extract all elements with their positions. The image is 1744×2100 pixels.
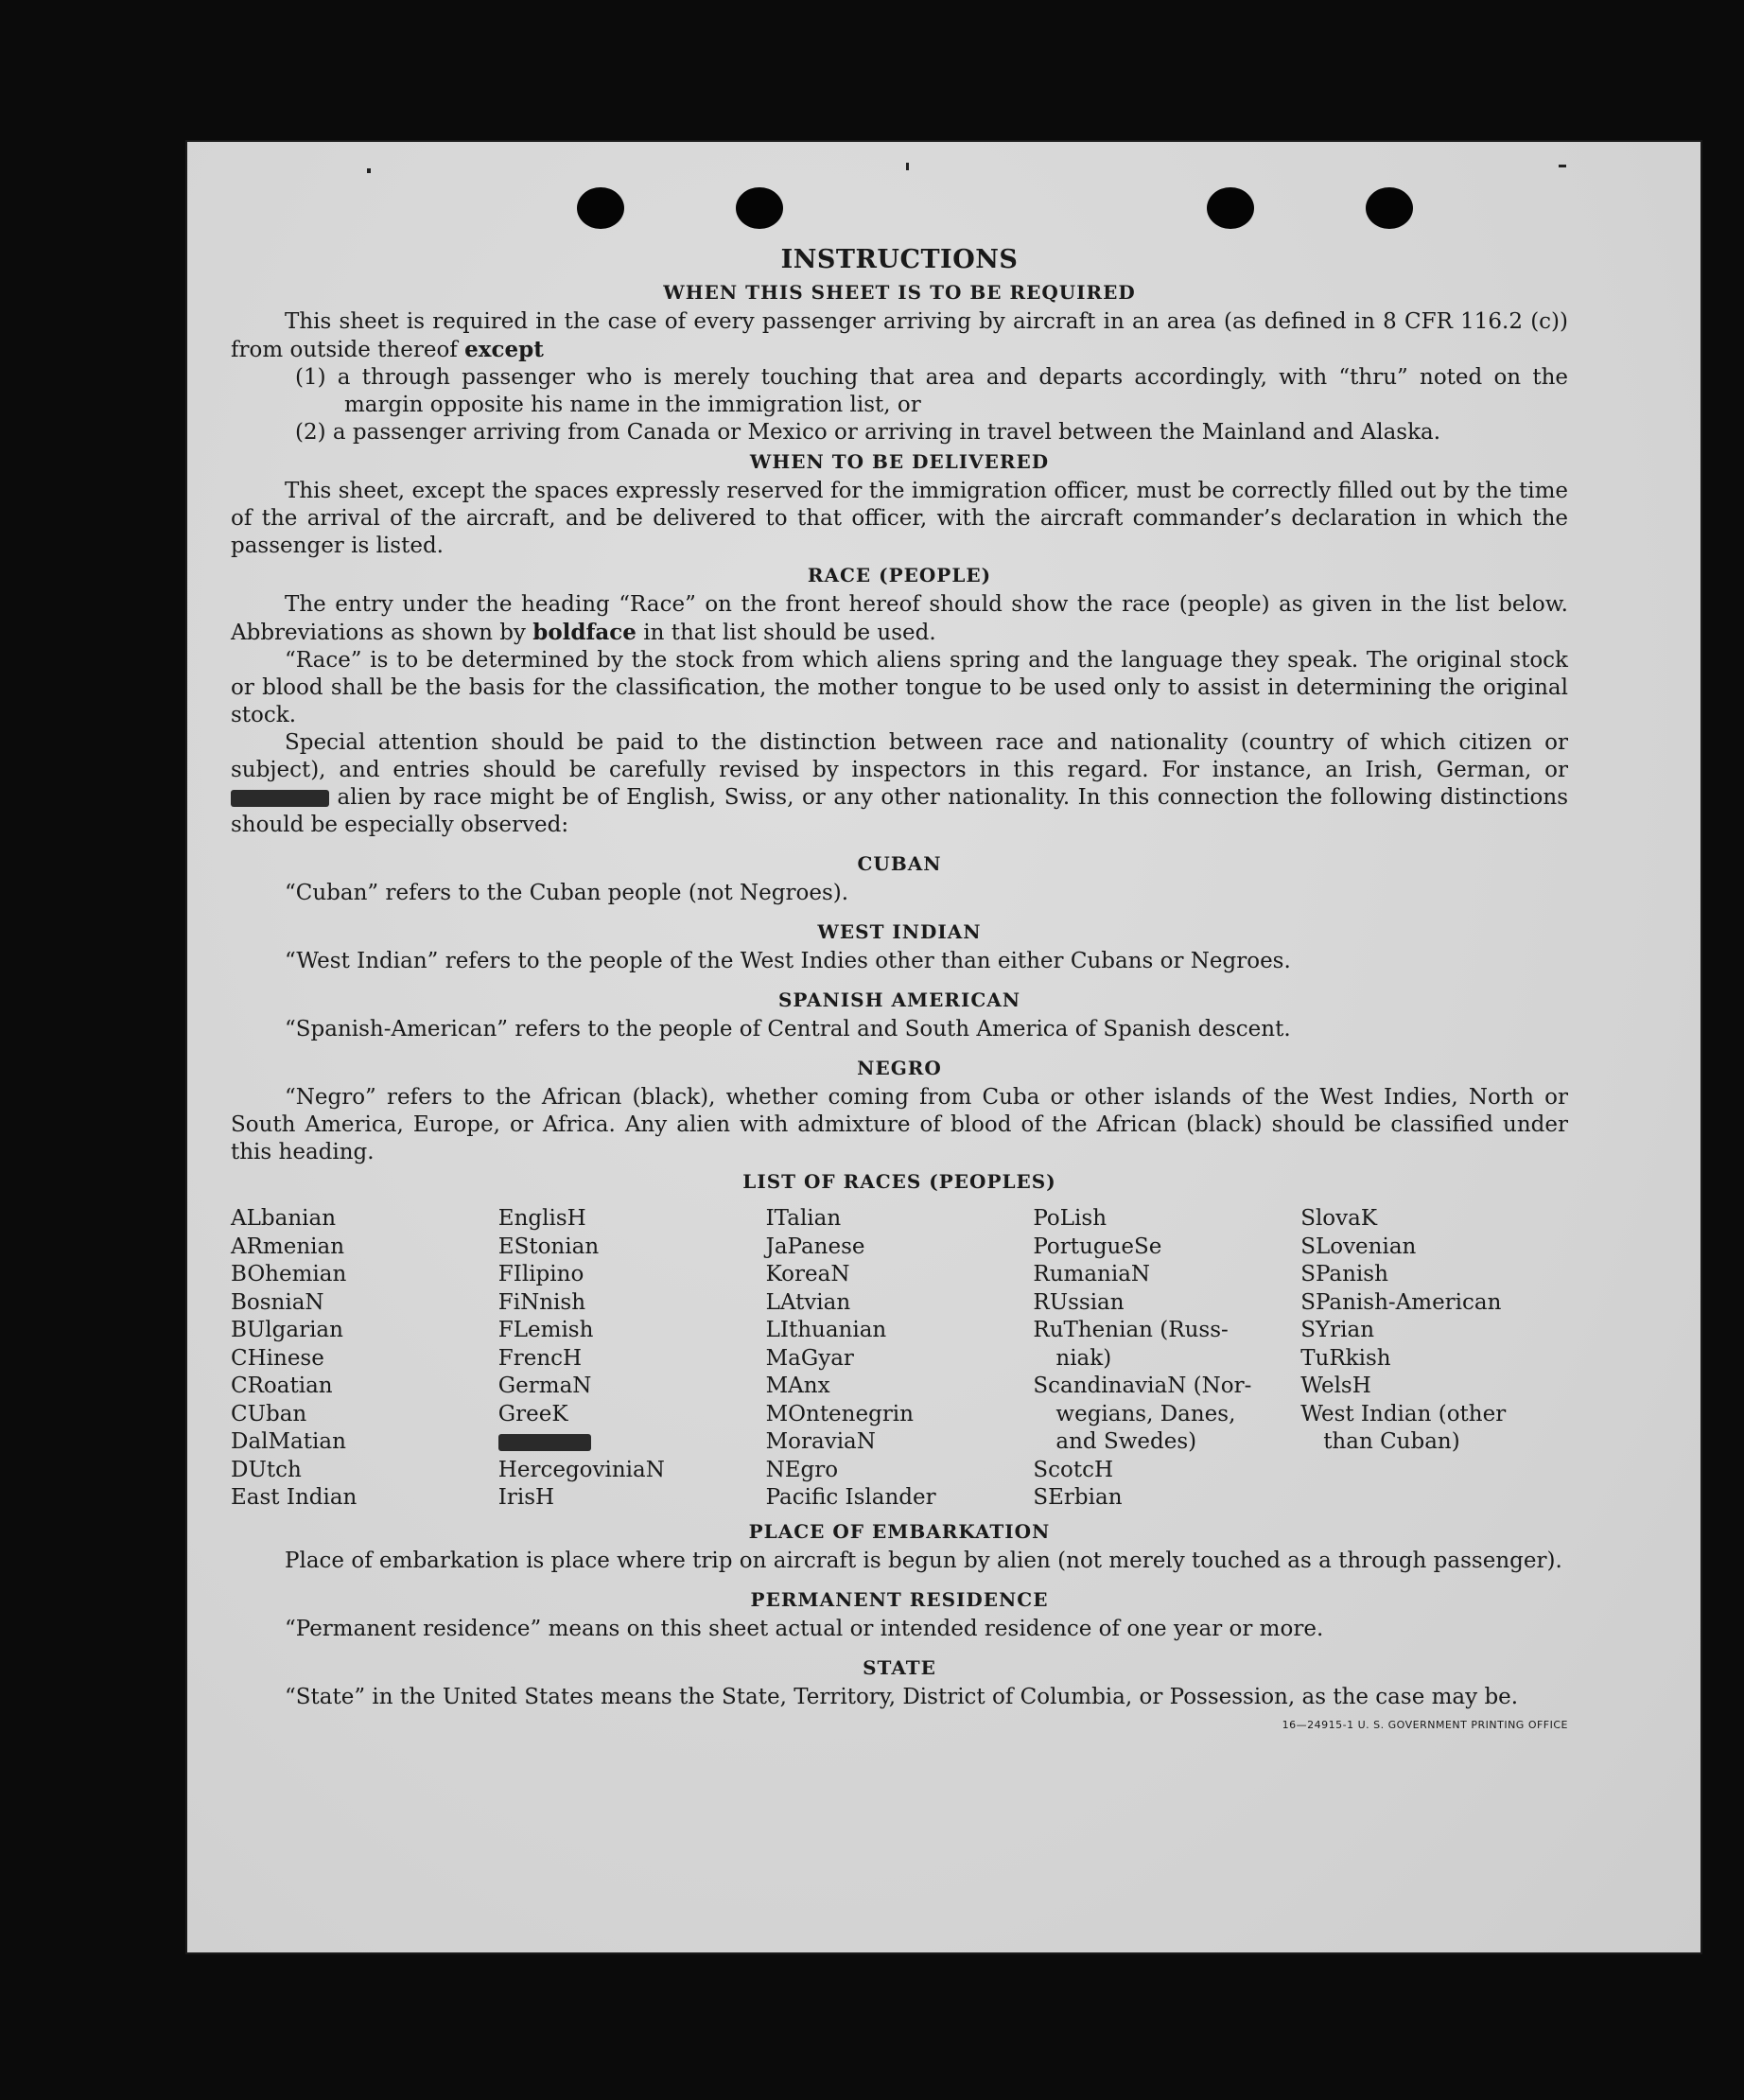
race-entry: HercegoviniaN [497, 1457, 665, 1482]
race-entry: RuThenian (Russ- [1033, 1318, 1229, 1342]
text-race-1c: in that list should be used. [643, 621, 936, 645]
race-entry: FIlipino [497, 1262, 584, 1286]
race-entry: SErbian [1033, 1485, 1123, 1510]
race-entry: CUban [231, 1401, 307, 1426]
list-item-exception-1: (1) a through passenger who is merely touching that area and departs accordingly, with “thru” noted on the margin opposite his name in the immigration list, or [295, 365, 1568, 417]
paragraph-negro: “Negro” refers to the African (black), whether coming from Cuba or other islands of the West Indies, North or South America, Europe, or Africa. Any alien with admixture of blood of the African (black) should be classified under this heading. [231, 1085, 1568, 1164]
race-column-5 [1300, 1205, 1568, 1513]
paragraph-embarkation: Place of embarkation is place where trip on aircraft is begun by alien (not merely touched as a through passenger). [285, 1548, 1562, 1573]
race-entry: SYrian [1300, 1318, 1375, 1342]
document-page [187, 142, 1700, 1952]
punch-hole [736, 187, 783, 229]
race-entry-continuation: and Swedes) [1055, 1429, 1197, 1454]
race-entry: ScandinaviaN (Nor- [1033, 1374, 1252, 1398]
paragraph-west-indian: “West Indian” refers to the people of the West Indies other than either Cubans or Negroes. [285, 949, 1291, 973]
race-entry: MOntenegrin [765, 1401, 914, 1426]
race-entry: LAtvian [765, 1289, 851, 1315]
section-heading-spanish-american: SPANISH AMERICAN [777, 989, 1021, 1011]
race-entry: GreeK [497, 1401, 568, 1426]
redaction-mark [498, 1434, 591, 1451]
paragraph-state: “State” in the United States means the State, Territory, District of Columbia, or Possession, as the case may be. [285, 1684, 1519, 1709]
paragraph-spanish-american: “Spanish-American” refers to the people of Central and South America of Spanish descent. [285, 1017, 1291, 1041]
race-entry: IrisH [497, 1485, 555, 1510]
section-heading-cuban: CUBAN [857, 852, 942, 875]
section-heading-state: STATE [863, 1655, 936, 1679]
race-entry: SLovenian [1300, 1234, 1417, 1259]
race-column-1 [231, 1205, 498, 1513]
race-entry: DUtch [231, 1457, 302, 1482]
race-entry: MAnx [765, 1374, 830, 1398]
section-heading-required: WHEN THIS SHEET IS TO BE REQUIRED [663, 281, 1136, 304]
race-entry: DalMatian [231, 1429, 346, 1454]
race-entry: SPanish [1300, 1262, 1388, 1286]
race-entry-redacted [498, 1428, 766, 1457]
page-title: INSTRUCTIONS [780, 245, 1019, 274]
race-entry-continuation: wegians, Danes, [1055, 1401, 1236, 1426]
race-entry: West Indian (other [1300, 1401, 1507, 1426]
race-entry: Pacific Islander [765, 1485, 936, 1510]
text-boldface: boldface [532, 620, 637, 645]
race-entry: MaGyar [765, 1345, 854, 1371]
section-heading-delivered: WHEN TO BE DELIVERED [749, 450, 1050, 473]
text-except: except [464, 337, 544, 362]
race-entry: ScotcH [1033, 1457, 1114, 1482]
race-entry: FrencH [497, 1345, 583, 1371]
race-column-3 [766, 1205, 1034, 1513]
paragraph-race-2: “Race” is to be determined by the stock from which aliens spring and the language they speak. The original stock or blood shall be the basis for the classification, the mother tongue to be used only to assist in determining the original stock. [231, 648, 1568, 727]
race-entry: EStonian [497, 1234, 600, 1259]
section-heading-negro: NEGRO [857, 1057, 942, 1079]
list-item-exception-2: (2) a passenger arriving from Canada or Mexico or arriving in travel between the Mainland and Alaska. [295, 420, 1441, 445]
race-entry: FLemish [497, 1318, 594, 1342]
race-entry: KoreaN [765, 1262, 850, 1286]
race-entry: LIthuanian [765, 1318, 887, 1342]
race-column-4 [1033, 1205, 1300, 1513]
text-race-3a: Special attention should be paid to the distinction between race and nationality (country of which citizen or subject), and entries should be carefully revised by inspectors in this regard. For instance, an Irish, German, or [231, 730, 1568, 782]
section-heading-west-indian: WEST INDIAN [817, 920, 982, 943]
paragraph-residence: “Permanent residence” means on this sheet actual or intended residence of one year or more. [285, 1616, 1324, 1641]
race-entry: PoLish [1033, 1206, 1107, 1231]
race-entry-continuation: niak) [1055, 1345, 1112, 1371]
scan-speck [1559, 165, 1566, 167]
text-race-3b: alien by race might be of English, Swiss, or any other nationality. In this connection the following distinctions should be especially observed: [231, 785, 1568, 837]
race-entry: TuRkish [1300, 1345, 1391, 1371]
text-race-1a: The entry under the heading “Race” on the front hereof should show the race (people) as given in the list below. Abbreviations as shown by [231, 592, 1568, 645]
section-heading-race: RACE (PEOPLE) [807, 564, 992, 586]
race-entry: BOhemian [231, 1262, 347, 1286]
race-entry: GermaN [497, 1374, 592, 1398]
race-entry: EnglisH [497, 1206, 586, 1231]
race-entry: MoraviaN [765, 1429, 876, 1454]
race-entry: ALbanian [231, 1206, 337, 1231]
instructions-content [231, 246, 1568, 1739]
paragraph-required [231, 308, 1568, 364]
race-entry: CRoatian [231, 1374, 333, 1398]
race-entry: WelsH [1300, 1374, 1371, 1398]
race-entry: SPanish-American [1300, 1289, 1502, 1315]
race-entry-continuation: than Cuban) [1323, 1429, 1460, 1454]
redaction-mark [231, 790, 329, 807]
race-entry: CHinese [231, 1345, 324, 1371]
race-entry: PortugueSe [1033, 1234, 1162, 1259]
race-entry: ITalian [765, 1206, 842, 1231]
race-entry: East Indian [231, 1485, 358, 1510]
race-entry: ARmenian [231, 1234, 345, 1259]
scan-speck [906, 163, 909, 170]
paragraph-delivered: This sheet, except the spaces expressly reserved for the immigration officer, must be correctly filled out by the time of the arrival of the aircraft, and be delivered to that officer, with the aircraft commander’s declaration in which the passenger is listed. [231, 479, 1568, 558]
race-column-2 [498, 1205, 766, 1513]
race-entry: BUlgarian [231, 1318, 343, 1342]
race-list [231, 1205, 1568, 1513]
paragraph-race-1 [231, 591, 1568, 647]
paragraph-cuban: “Cuban” refers to the Cuban people (not Negroes). [285, 881, 849, 905]
punch-hole [1207, 187, 1254, 229]
text-required-intro: This sheet is required in the case of every passenger arriving by aircraft in an area (as defined in 8 CFR 116.2 (c)) from outside thereof [231, 309, 1568, 362]
punch-hole [577, 187, 624, 229]
scan-speck [367, 168, 371, 173]
race-entry: NEgro [765, 1457, 839, 1482]
section-heading-residence: PERMANENT RESIDENCE [750, 1587, 1049, 1611]
race-entry: FiNnish [497, 1289, 586, 1315]
footer [231, 1711, 1568, 1739]
printing-office-code: 16—24915-1 U. S. GOVERNMENT PRINTING OFFICE [1282, 1718, 1568, 1731]
race-entry: SlovaK [1300, 1206, 1378, 1231]
paragraph-race-3 [231, 729, 1568, 839]
section-heading-list-of-races: LIST OF RACES (PEOPLES) [742, 1170, 1056, 1193]
section-heading-embarkation: PLACE OF EMBARKATION [748, 1519, 1051, 1543]
race-entry: JaPanese [765, 1234, 865, 1259]
race-entry: RUssian [1033, 1289, 1125, 1315]
race-entry: BosniaN [231, 1289, 324, 1315]
punch-hole [1366, 187, 1413, 229]
race-entry: RumaniaN [1033, 1262, 1151, 1286]
